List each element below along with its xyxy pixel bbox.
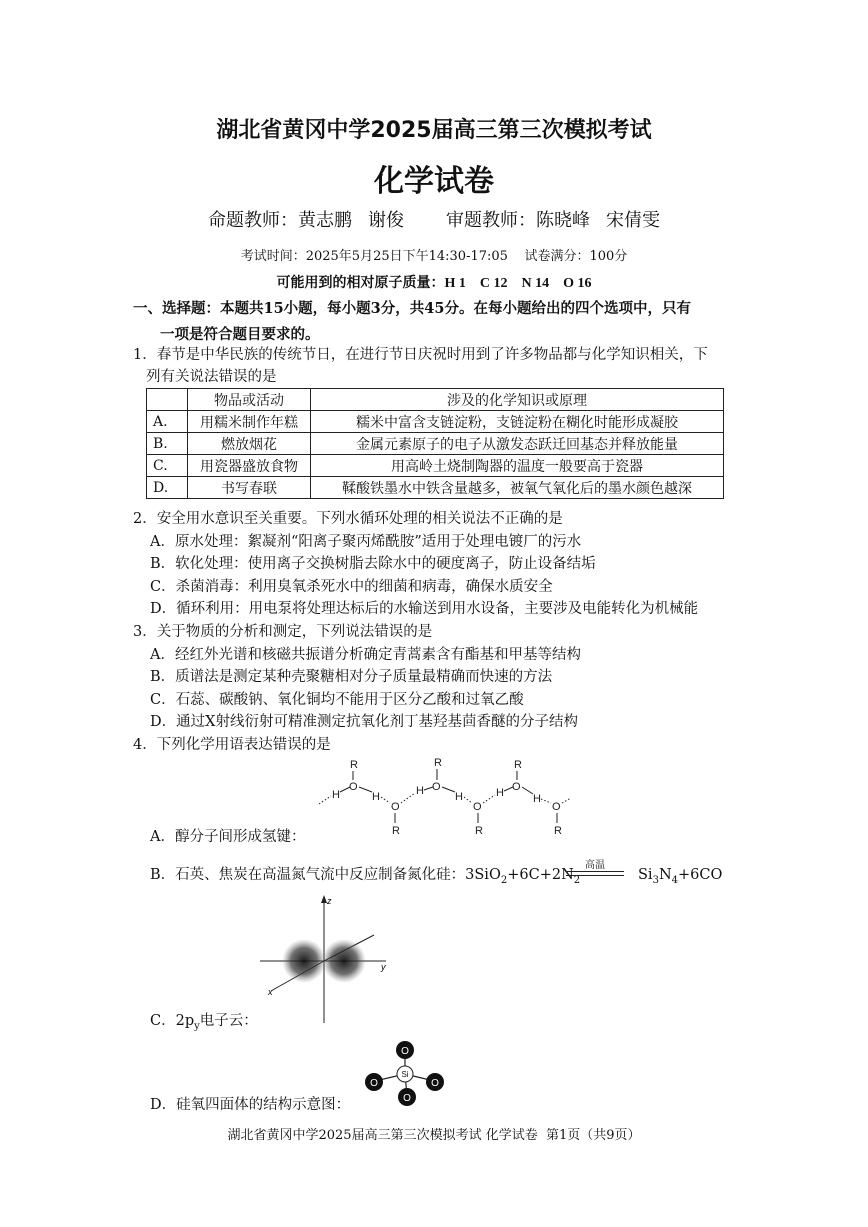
table-row [147,433,724,455]
q1-stem-1: 1．春节是中华民族的传统节日，在进行节日庆祝时用到了许多物品都与化学知识相关，下 [133,347,708,363]
q3-option-c: C．石蕊、碳酸钠、氧化铜均不能用于区分乙酸和过氧乙酸 [150,692,524,708]
svg-text:O: O [401,1046,409,1057]
option-c-prefix: C．2p [150,1013,195,1029]
q4-option-d: D．硅氧四面体的结构示意图： [150,1097,351,1113]
q2-option-b: B．软化处理：使用离子交换树脂去除水中的硬度离子，防止设备结垢 [150,556,596,572]
reviewer-label: 审题教师：陈晓峰 [446,210,590,231]
equals-arrow [566,871,624,876]
table-row [147,455,724,477]
q1-stem-2: 列有关说法错误的是 [146,369,277,385]
table-cell: A. [147,411,188,433]
q4-option-b-products: $Si_3N_4+6CO$ [638,867,723,886]
table-cell: 用糯米制作年糕 [188,411,311,433]
q3-option-d: D．通过X射线衍射可精准测定抗氧化剂丁基羟基茴香醚的分子结构 [150,714,578,730]
svg-text:y: y [381,962,386,972]
svg-text:O: O [473,801,482,813]
table-header-cell [147,389,188,411]
p-orbital-diagram [256,893,396,1028]
svg-text:O: O [432,781,441,793]
table-header-cell: 物品或活动 [188,389,311,411]
q4-option-a: A．醇分子间形成氢键： [150,829,306,845]
svg-text:H: H [533,793,541,805]
table-cell: B. [147,433,188,455]
svg-text:O: O [349,781,358,793]
q2-option-c: C．杀菌消毒：利用臭氧杀死水中的细菌和病毒，确保水质安全 [150,579,553,595]
q4-option-b-mid: +6C+2N [507,867,574,883]
table-cell: 书写春联 [188,477,311,499]
svg-text:R: R [514,759,522,771]
q2-option-a: A．原水处理：絮凝剂“阳离子聚丙烯酰胺”适用于处理电镀厂的污水 [150,534,582,550]
q4-option-b-text: B．石英、焦炭在高温氮气流中反应制备氮化硅：3SiO [150,867,501,883]
svg-text:R: R [350,759,358,771]
q4-stem: 4．下列化学用语表达错误的是 [133,737,331,753]
exam-info: 考试时间：2025年5月25日下午14:30-17:05 试卷满分：100分 [240,249,628,264]
svg-text:H: H [372,791,380,803]
table-row [147,477,724,499]
section-heading-1: 一、选择题：本题共15小题，每小题3分，共45分。在每小题给出的四个选项中，只有 [133,300,691,317]
q4-option-b: B．石英、焦炭在高温氮气流中反应制备氮化硅：$3SiO_2+6C+2N_2$ [150,867,581,886]
table-header-row [147,389,724,411]
svg-text:R: R [554,825,562,837]
reviewer-2: 宋倩雯 [606,210,660,231]
setter-2: 谢俊 [368,210,404,231]
table-cell: 糯米中富含支链淀粉，支链淀粉在糊化时能形成凝胶 [311,411,724,433]
q2-option-d: D．循环利用：用电泵将处理达标后的水输送到用水设备，主要涉及电能转化为机械能 [150,601,699,617]
svg-text:O: O [391,801,400,813]
table-cell: 用高岭土烧制陶器的温度一般要高于瓷器 [311,455,724,477]
silicon-tetrahedron-diagram [360,1038,450,1110]
svg-text:O: O [403,1093,411,1104]
svg-text:Si: Si [401,1070,409,1079]
table-header-cell: 涉及的化学知识或原理 [311,389,724,411]
svg-text:H: H [496,787,504,799]
svg-text:O: O [370,1078,378,1089]
svg-text:z: z [327,896,332,906]
table-cell: 用瓷器盛放食物 [188,455,311,477]
setter-label: 命题教师：黄志鹏 [208,210,352,231]
exam-subtitle: 化学试卷 [374,164,494,199]
option-c-tail: 电子云： [199,1013,258,1029]
table-cell: 鞣酸铁墨水中铁含量越多，被氧气氧化后的墨水颜色越深 [311,477,724,499]
table-cell: D. [147,477,188,499]
atomic-masses: 可能用到的相对原子质量：H 1 C 12 N 14 O 16 [276,276,592,291]
q3-option-a: A．经红外光谱和核磁共振谱分析确定青蒿素含有酯基和甲基等结构 [150,647,581,663]
svg-text:O: O [552,801,561,813]
q4-option-c [150,1010,258,1038]
svg-text:x: x [268,987,273,997]
product-si: Si [638,867,653,883]
teachers-line [0,206,868,232]
svg-text:H: H [416,785,424,797]
table-cell: C. [147,455,188,477]
svg-text:R: R [392,825,400,837]
svg-text:R: R [475,825,483,837]
q2-stem: 2．安全用水意识至关重要。下列水循环处理的相关说法不正确的是 [133,511,563,527]
product-n: N [658,867,672,883]
exam-title: 湖北省黄冈中学2025届高三第三次模拟考试 [216,118,652,143]
table-row [147,411,724,433]
q1-table [146,388,724,499]
option-c-sub: y [194,1020,200,1032]
reaction-condition: 高温 [585,860,605,871]
svg-text:H: H [332,789,340,801]
product-co: +6CO [678,867,723,883]
svg-text:O: O [512,781,521,793]
section-heading-2: 一项是符合题目要求的。 [160,326,320,343]
page-footer: 湖北省黄冈中学2025届高三第三次模拟考试 化学试卷 第1页（共9页） [227,1128,641,1143]
svg-text:O: O [431,1078,439,1089]
q3-stem: 3．关于物质的分析和测定，下列说法错误的是 [133,624,433,640]
svg-text:H: H [455,791,463,803]
svg-text:R: R [434,757,442,769]
q3-option-b: B．质谱法是测定某种壳聚糖相对分子质量最精确而快速的方法 [150,669,553,685]
table-cell: 燃放烟花 [188,433,311,455]
hydrogen-bond-diagram [315,756,585,842]
table-cell: 金属元素原子的电子从激发态跃迁回基态并释放能量 [311,433,724,455]
